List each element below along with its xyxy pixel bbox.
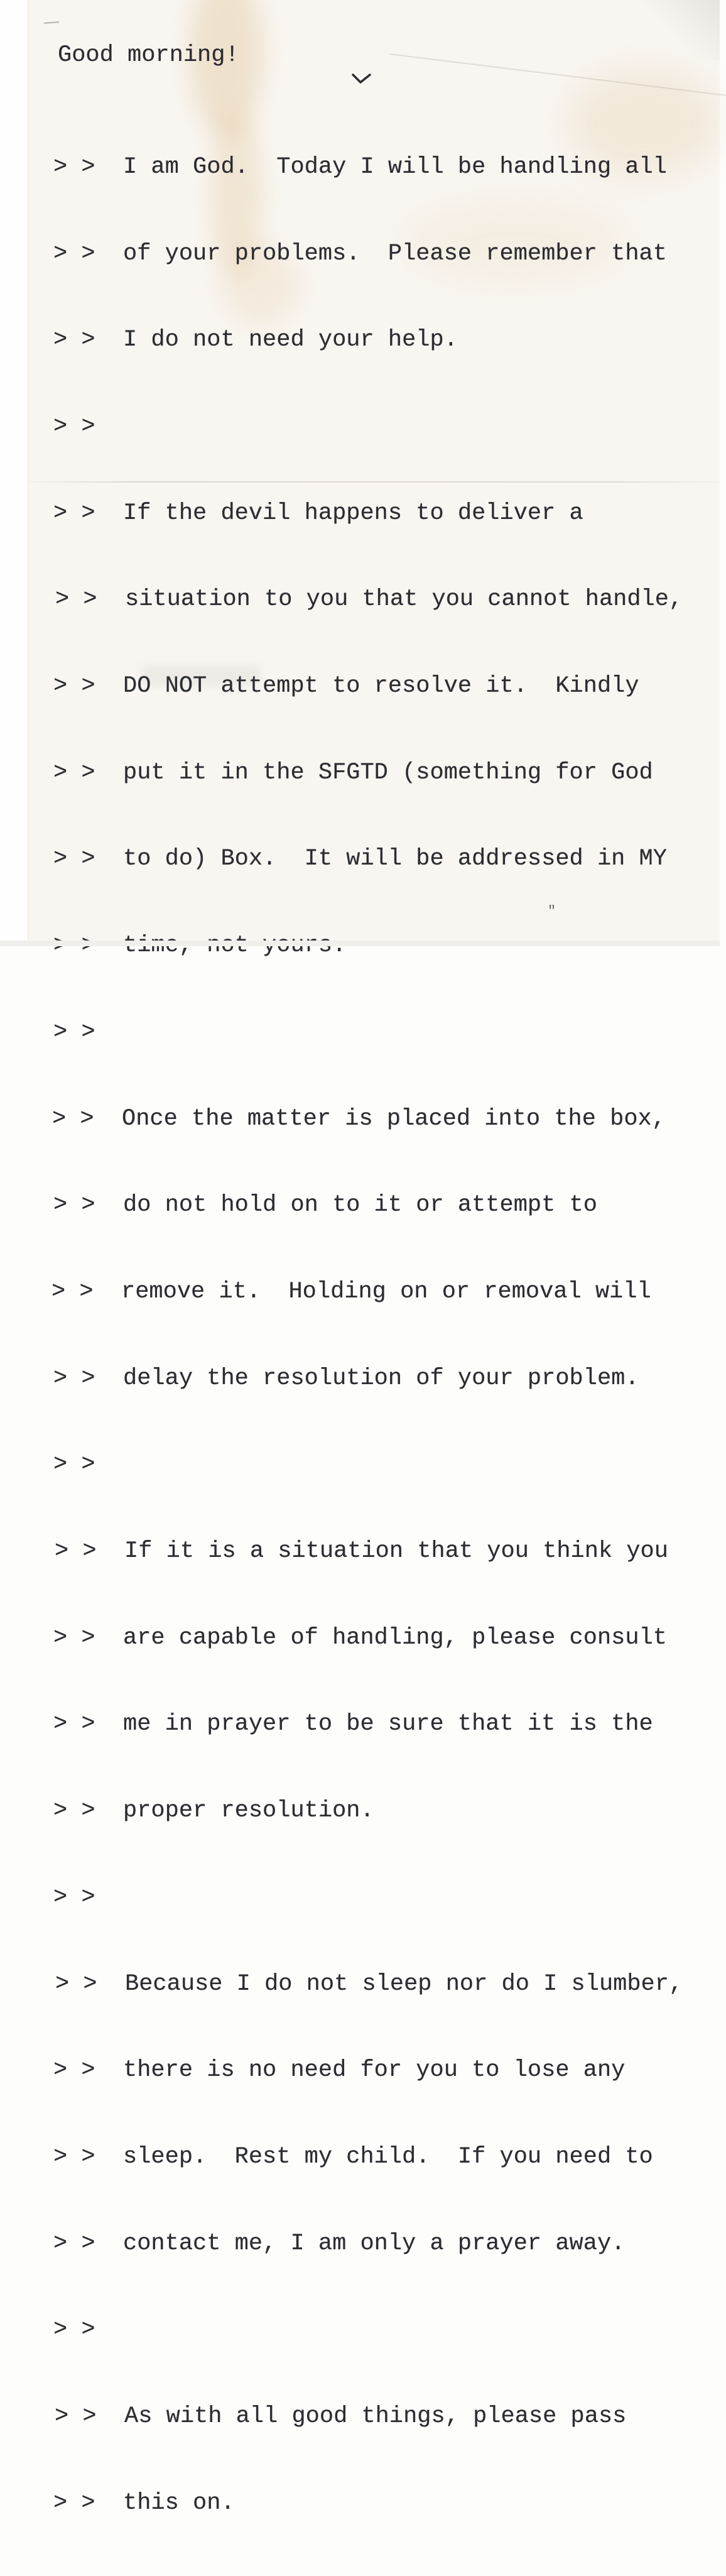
document-line: > > to do) Box. It will be addressed in MY	[53, 846, 667, 873]
scanner-edge-left	[0, 0, 28, 946]
letter-body	[53, 96, 681, 2576]
document-line	[53, 932, 681, 961]
quote-marker-line: > >	[53, 413, 95, 440]
document-line: > > sleep. Rest my child. If you need to	[53, 2143, 653, 2170]
scanner-edge-bottom	[0, 941, 720, 946]
document-line: > > DO NOT attempt to resolve it. Kindly	[53, 673, 639, 700]
document-line: > > me in prayer to be sure that it is the	[53, 1711, 653, 1738]
ink-checkmark-artifact	[350, 72, 373, 90]
quote-marker-line: > >	[53, 1884, 95, 1911]
document-line: > > contact me, I am only a prayer away.	[53, 2230, 626, 2257]
document-line: > > remove it. Holding on or removal will	[51, 1278, 651, 1305]
stray-ink-mark: "	[548, 903, 556, 919]
document-line: > > delay the resolution of your problem.	[53, 1365, 639, 1392]
document-line: > > Because I do not sleep nor do I slumber,	[55, 1970, 683, 1997]
document-line: > > If the devil happens to deliver a	[53, 499, 583, 527]
quote-marker-line: > >	[53, 1451, 95, 1478]
document-line: > > there is no need for you to lose any	[53, 2057, 626, 2084]
document-line: > > situation to you that you cannot handle,	[55, 586, 683, 613]
document-line: > > proper resolution.	[53, 1798, 374, 1825]
document-line: > > Once the matter is placed into the box,	[52, 1105, 666, 1132]
quote-marker-line: > >	[53, 1018, 95, 1045]
document-line: > > I do not need your help.	[53, 327, 458, 354]
greeting-heading: Good morning!	[58, 42, 239, 68]
document-line: > > this on.	[53, 2489, 235, 2516]
document-line: > > of your problems. Please remember that	[53, 240, 667, 267]
document-line: > > As with all good things, please pass	[55, 2403, 627, 2430]
document-line: > > do not hold on to it or attempt to	[53, 1192, 597, 1219]
document-line: > > put it in the SFGTD (something for God	[53, 759, 653, 786]
document-line: > > I am God. Today I will be handling all	[53, 153, 667, 180]
document-line: > > If it is a situation that you think you	[55, 1538, 668, 1565]
quote-marker-line: > >	[53, 2317, 95, 2344]
document-line: > > are capable of handling, please consult	[53, 1624, 667, 1651]
